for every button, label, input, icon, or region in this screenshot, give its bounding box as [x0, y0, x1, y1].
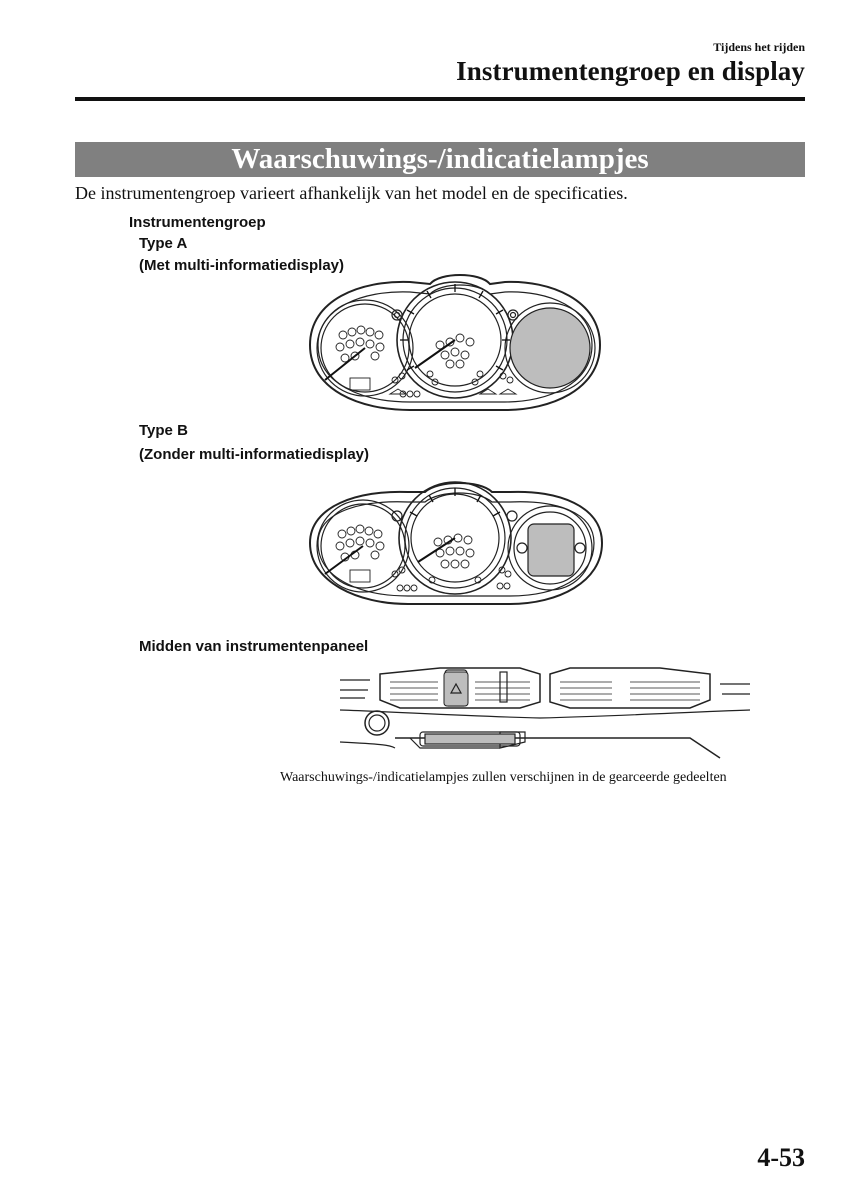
- cluster-type-a-illustration: [300, 270, 610, 420]
- section-title: Waarschuwings-/indicatielampjes: [231, 143, 649, 175]
- header-rule: [75, 97, 805, 101]
- type-b-description: (Zonder multi-informatiedisplay): [139, 446, 370, 463]
- type-b-label: Type B: [139, 422, 188, 439]
- intro-text: De instrumentengroep varieert afhankelijk van het model en de specificaties.: [75, 183, 628, 203]
- type-a-label: Type A: [139, 235, 188, 252]
- center-panel-illustration: [340, 660, 750, 765]
- chapter-heading: Tijdens het rijden: [713, 40, 805, 54]
- type-a-description: (Met multi-informatiedisplay): [139, 257, 345, 274]
- page-title: Instrumentengroep en display: [456, 56, 805, 86]
- section-title-bar: [75, 142, 805, 177]
- cluster-type-b-illustration: [300, 478, 610, 608]
- page-number: 4-53: [757, 1143, 805, 1172]
- center-panel-label: Midden van instrumentenpaneel: [139, 638, 369, 655]
- figure-caption: Waarschuwings-/indicatielampjes zullen verschijnen in de gearceerde gedeelten: [280, 770, 727, 785]
- instrument-group-label: Instrumentengroep: [129, 214, 266, 231]
